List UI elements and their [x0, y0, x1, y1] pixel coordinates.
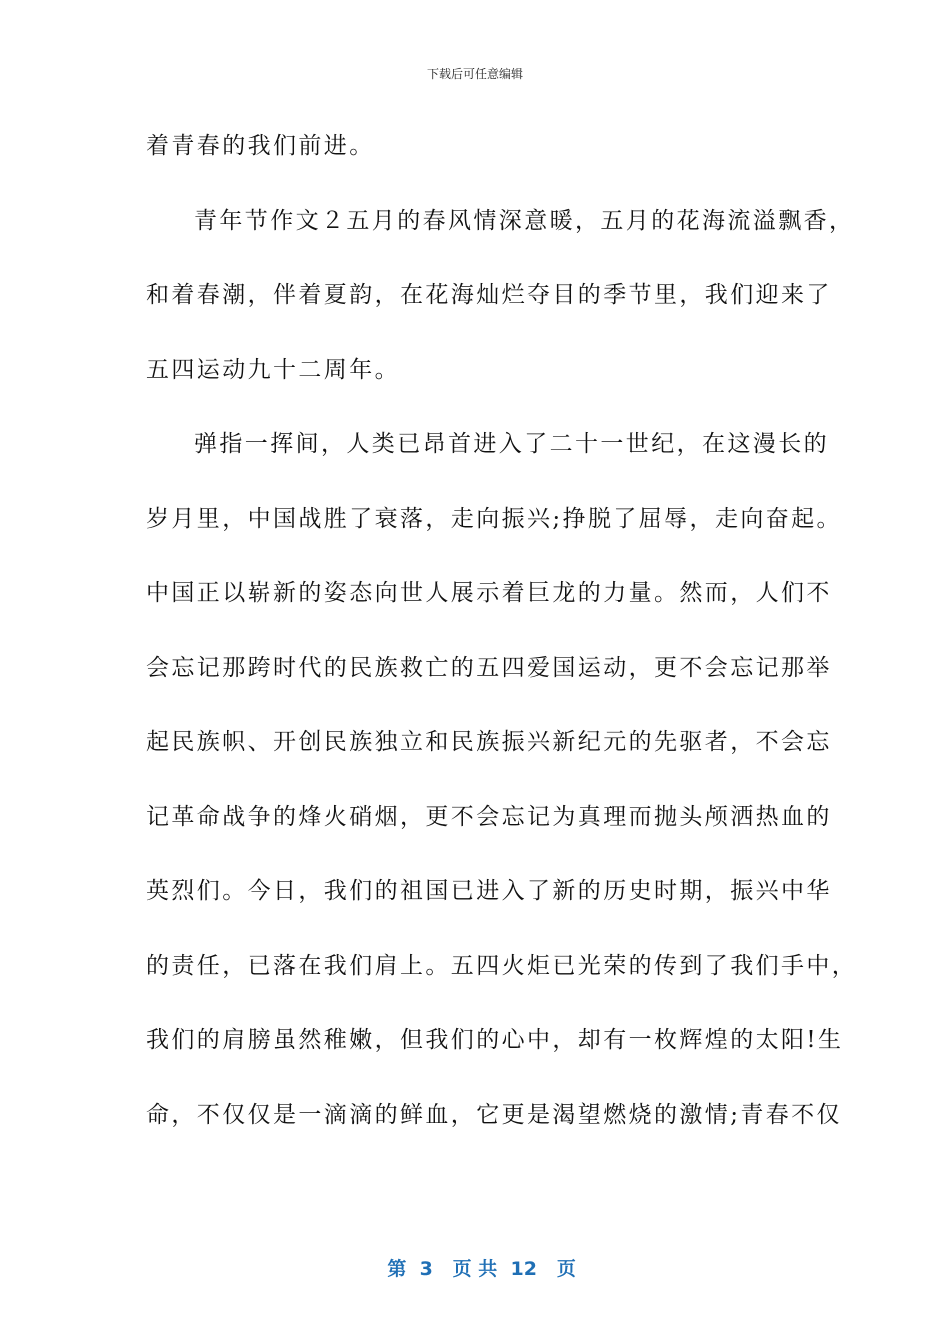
text-line: 我们的肩膀虽然稚嫩，但我们的心中，却有一枚辉煌的太阳!生: [146, 1027, 844, 1053]
text-line: 弹指一挥间，人类已昂首进入了二十一世纪，在这漫长的: [194, 431, 829, 457]
text-line: 英烈们。今日，我们的祖国已进入了新的历史时期，振兴中华: [146, 878, 832, 904]
page-number: 第 3 页 共 12 页: [387, 1258, 576, 1280]
text-line: 中国正以崭新的姿态向世人展示着巨龙的力量。然而，人们不: [146, 580, 832, 606]
page-footer: [0, 1224, 950, 1284]
document-body: [146, 122, 858, 1165]
text-line: 的责任，已落在我们肩上。五四火炬已光荣的传到了我们手中，: [146, 952, 858, 979]
text-line: 着青春的我们前进。: [146, 133, 375, 159]
text-line: 命，不仅仅是一滴滴的鲜血，它更是渴望燃烧的激情;青春不仅: [146, 1101, 842, 1128]
text-line: 岁月里，中国战胜了衰落，走向振兴;挣脱了屈辱，走向奋起。: [146, 505, 842, 532]
text-line: 记革命战争的烽火硝烟，更不会忘记为真理而抛头颅洒热血的: [146, 803, 832, 830]
page-header: 下载后可任意编辑: [426, 67, 523, 81]
text-line: 青年节作文２五月的春风情深意暖，五月的花海流溢飘香，: [194, 207, 855, 234]
text-line: 起民族帜、开创民族独立和民族振兴新纪元的先驱者，不会忘: [146, 729, 832, 755]
text-line: 和着春潮，伴着夏韵，在花海灿烂夺目的季节里，我们迎来了: [146, 282, 832, 308]
text-line: 五四运动九十二周年。: [146, 356, 400, 383]
text-line: 会忘记那跨时代的民族救亡的五四爱国运动，更不会忘记那举: [146, 654, 832, 681]
